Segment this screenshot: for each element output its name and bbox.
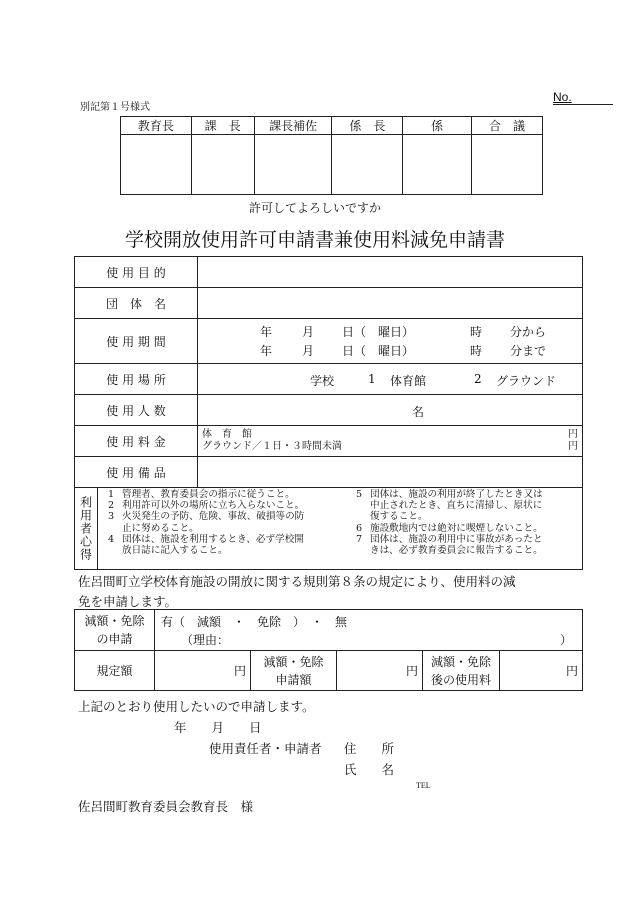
rules-label-cell (75, 488, 98, 570)
place-option-1-number: 1 (368, 372, 376, 386)
rules-label: 利用者心得 (78, 496, 93, 561)
period-end-hour: 時 (470, 344, 483, 358)
reduction-request-field[interactable] (155, 610, 583, 651)
rule-number: 1 (108, 489, 115, 500)
regulation-text-line2: 免を申請します。 (78, 594, 178, 609)
stamp-box[interactable] (254, 135, 332, 195)
fee-ground-unit: 円 (568, 441, 578, 452)
period-end-year: 年 (260, 344, 273, 358)
yen-unit: 円 (405, 664, 418, 678)
stamp-box[interactable] (121, 135, 192, 195)
period-end-day: 日（ 曜日） (342, 344, 415, 358)
reduced-amount-field[interactable] (337, 651, 423, 691)
fee-gym-label: 体 育 館 (202, 429, 252, 440)
application-date[interactable]: 年 月 日 (174, 720, 262, 735)
fee-field[interactable] (198, 426, 583, 457)
approval-col-head: 教育長 (121, 117, 192, 135)
regulation-text-line1: 佐呂間町立学校体育施設の開放に関する規則第８条の規定により、使用料の減 (78, 574, 516, 589)
reduction-label-line1: 減額・免除 (84, 614, 145, 628)
rule-number: 2 (108, 500, 115, 512)
place-school: 学校 (310, 374, 335, 388)
stamp-box[interactable] (403, 135, 472, 195)
addressee: 佐呂間町教育委員会教育長 様 (78, 799, 254, 814)
rule-text: 放日誌に記入すること。 (122, 545, 228, 557)
equipment-field[interactable] (198, 457, 583, 488)
period-field[interactable] (198, 319, 583, 364)
place-option-gym[interactable]: 体育館 (390, 374, 427, 388)
period-end-minute: 分まで (510, 344, 547, 358)
rule-number: 6 (356, 522, 363, 534)
approval-col-head: 係 長 (332, 117, 403, 135)
stamp-box[interactable] (472, 135, 543, 195)
fee-gym-unit: 円 (568, 429, 578, 440)
reason-close: ） (559, 633, 572, 647)
reduced-amount-label (251, 651, 337, 691)
rule-text: 復すること。 (370, 511, 428, 523)
rules-left-column (108, 489, 348, 556)
rules-right-column (356, 489, 586, 556)
group-label: 団 体 名 (75, 288, 198, 319)
document-number (553, 90, 613, 105)
rule-text: 中止されたとき、直ちに清掃し、原状に (370, 500, 543, 512)
period-start-minute: 分から (510, 325, 547, 339)
rule-text: 管理者、教育委員会の指示に従うこと。 (122, 489, 295, 500)
permission-question: 許可してよろしいですか (248, 201, 381, 215)
people-unit: 名 (412, 405, 425, 419)
period-start-hour: 時 (470, 325, 483, 339)
address-label: 住 所 (344, 741, 395, 756)
rules-content (98, 488, 583, 570)
page-title: 学校開放使用許可申請書兼使用料減免申請書 (124, 229, 505, 251)
fee-label: 使 用 料 金 (75, 426, 198, 457)
rule-text: きは、必ず教育委員会に報告すること。 (370, 545, 543, 557)
after-label-line2: 後の使用料 (430, 672, 491, 687)
period-start-year: 年 (260, 325, 273, 339)
rule-number: 3 (108, 511, 115, 523)
tel-label: TEL (416, 781, 431, 790)
place-field[interactable] (198, 364, 583, 395)
place-option-ground[interactable]: グラウンド (496, 374, 557, 388)
closing-statement: 上記のとおり使用したいので申請します。 (78, 699, 315, 714)
reduction-request-label (75, 610, 155, 651)
standard-fee-field[interactable] (155, 651, 251, 691)
people-field[interactable] (198, 395, 583, 426)
fee-after-label (423, 651, 500, 691)
stamp-box[interactable] (191, 135, 254, 195)
reduced-label-line2: 申請額 (275, 672, 312, 687)
rule-text: 施設敷地内では絶対に喫煙しないこと。 (370, 522, 543, 534)
approval-col-head: 係 (403, 117, 472, 135)
purpose-label: 使 用 目 的 (75, 257, 198, 288)
applicant-label: 使用責任者・申請者 (209, 741, 322, 756)
place-label: 使 用 場 所 (75, 364, 198, 395)
rule-number: 7 (356, 533, 363, 545)
rule-text: 団体は、施設を利用するとき、必ず学校開 (122, 533, 304, 545)
approval-col-head: 課 長 (191, 117, 254, 135)
reason-open: （理由： (181, 633, 230, 647)
period-start-month: 月 (302, 325, 315, 339)
yen-unit: 円 (565, 664, 578, 678)
equipment-label: 使 用 備 品 (75, 457, 198, 488)
standard-fee-label: 規定額 (75, 651, 155, 691)
rule-number: 5 (356, 489, 363, 500)
no-label: No. (553, 90, 572, 104)
application-form (74, 256, 583, 488)
reduced-label-line1: 減額・免除 (263, 654, 324, 669)
rule-text: 止に努めること。 (122, 522, 199, 534)
form-id: 別記第１号様式 (80, 102, 150, 113)
after-label-line1: 減額・免除 (430, 654, 491, 669)
approval-col-head: 合 議 (472, 117, 543, 135)
stamp-box[interactable] (332, 135, 403, 195)
reduction-label-line2: の申請 (96, 632, 133, 646)
approval-col-head: 課長補佐 (254, 117, 332, 135)
people-label: 使 用 人 数 (75, 395, 198, 426)
approval-table (120, 116, 543, 195)
purpose-field[interactable] (198, 257, 583, 288)
reduction-options[interactable]: 有（ 減額 ・ 免除 ） ・ 無 (161, 615, 348, 629)
fee-after-field[interactable] (500, 651, 583, 691)
rule-text: 団体は、施設の利用が終了したとき又は (370, 489, 543, 500)
period-label: 使 用 期 間 (75, 319, 198, 364)
place-option-2-number: 2 (474, 372, 482, 386)
reduction-table (74, 609, 583, 691)
rule-text: 利用許可以外の場所に立ち入らないこと。 (122, 500, 305, 512)
fee-ground-label: グラウンド／１日・３時間未満 (202, 441, 342, 452)
rule-text: 火災発生の予防、危険、事故、破損等の防 (122, 511, 305, 523)
period-end-month: 月 (302, 344, 315, 358)
rules-table (74, 487, 583, 570)
rule-number: 4 (108, 533, 115, 545)
name-label: 氏 名 (344, 762, 395, 777)
group-field[interactable] (198, 288, 583, 319)
period-start-day: 日（ 曜日） (342, 325, 415, 339)
rule-text: 団体は、施設の利用中に事故があったと (370, 533, 543, 545)
yen-unit: 円 (233, 664, 246, 678)
